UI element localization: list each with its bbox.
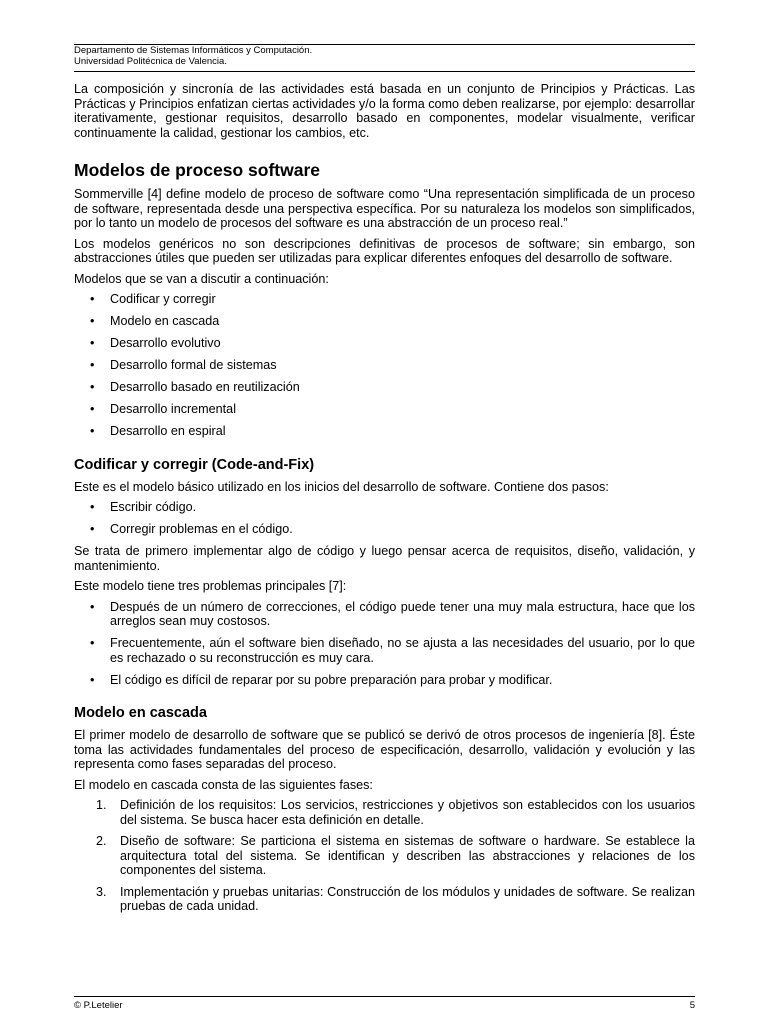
- header-bottom-rule: [74, 71, 695, 72]
- heading-process-models: Modelos de proceso software: [74, 160, 321, 180]
- bullet-icon: •: [90, 358, 95, 372]
- bullet-icon: •: [90, 672, 95, 687]
- intro-paragraph: La composición y sincronía de las actividades está basada en un conjunto de Principios y Prácticas. Las Prácticas y Principios enfatizan ciertas actividades y/o la forma como deben realizarse, por ejemplo: desarrollar iterativamente, gestionar requisitos, desarrollo basado en componentes, modelar visualmente, verificar continuamente la calidad, gestionar los cambios, etc.: [74, 82, 695, 140]
- list-item-text: Desarrollo basado en reutilización: [110, 380, 300, 394]
- list-item: [74, 885, 695, 914]
- list-item: [74, 673, 695, 688]
- paragraph: Sommerville [4] define modelo de proceso de software como “Una representación simplificada de un proceso de software, representada desde una perspectiva específica. Por su naturaleza los modelos son simplificados, por lo tanto un modelo de procesos del software es una abstracción de un proceso real.”: [74, 187, 695, 230]
- list-item: [74, 314, 695, 329]
- bullet-icon: •: [90, 292, 95, 306]
- paragraph: Se trata de primero implementar algo de código y luego pensar acerca de requisitos, diseño, validación, y mantenimiento.: [74, 544, 695, 573]
- paragraph: El modelo en cascada consta de las siguientes fases:: [74, 777, 373, 792]
- list-item-text: Desarrollo en espiral: [110, 424, 226, 438]
- list-number: 3.: [96, 884, 107, 899]
- bullet-icon: •: [90, 402, 95, 416]
- list-item-text: Modelo en cascada: [110, 314, 220, 328]
- problems-list: [74, 600, 695, 688]
- paragraph: Este es el modelo básico utilizado en los inicios del desarrollo de software. Contiene dos pasos:: [74, 479, 609, 494]
- heading-waterfall-model: Modelo en cascada: [74, 705, 207, 721]
- bullet-icon: •: [90, 636, 95, 650]
- list-item: [74, 424, 695, 439]
- page-header: [74, 45, 312, 67]
- list-item: [74, 336, 695, 351]
- list-number: 1.: [96, 798, 107, 812]
- header-department: Departamento de Sistemas Informáticos y Computación.: [74, 45, 313, 56]
- list-item: [74, 522, 695, 537]
- list-item-text: Definición de los requisitos: Los servicios, restricciones y objetivos son establecidos con los usuarios del sistema. Se busca hacer esta definición en detalle.: [120, 798, 695, 827]
- list-item: [74, 500, 695, 515]
- page-number: 5: [689, 1000, 695, 1011]
- header-university: Universidad Politécnica de Valencia.: [74, 56, 227, 67]
- bullet-icon: •: [90, 424, 95, 438]
- list-item-text: Desarrollo formal de sistemas: [110, 358, 277, 372]
- bullet-icon: •: [90, 599, 95, 614]
- list-number: 2.: [96, 834, 107, 848]
- bullet-icon: •: [90, 314, 95, 328]
- list-item-text: Codificar y corregir: [110, 292, 216, 306]
- steps-list: [74, 500, 695, 537]
- paragraph: Modelos que se van a discutir a continuación:: [74, 271, 329, 286]
- footer-rule: [74, 996, 695, 997]
- bullet-icon: •: [90, 500, 95, 514]
- list-item-text: Escribir código.: [110, 500, 197, 514]
- models-list: [74, 292, 695, 439]
- page-body: [74, 82, 695, 921]
- bullet-icon: •: [90, 380, 95, 394]
- footer-author: © P.Letelier: [74, 1000, 123, 1011]
- bullet-icon: •: [90, 336, 95, 350]
- list-item: [74, 834, 695, 878]
- phases-list: [74, 798, 695, 914]
- list-item-text: El código es difícil de reparar por su pobre preparación para probar y modificar.: [110, 672, 553, 687]
- list-item: [74, 636, 695, 665]
- list-item: [74, 358, 695, 373]
- list-item-text: Diseño de software: Se particiona el sistema en sistemas de software o hardware. Se establece la arquitectura total del sistema. Se identifican y describen las abstracciones y relaciones de los componentes del sistema.: [120, 834, 695, 877]
- bullet-icon: •: [90, 522, 95, 536]
- list-item-text: Corregir problemas en el código.: [110, 522, 293, 536]
- list-item-text: Desarrollo evolutivo: [110, 336, 221, 350]
- paragraph: El primer modelo de desarrollo de software que se publicó se derivó de otros procesos de ingeniería [8]. Éste toma las actividades fundamentales del proceso de especificación, desarrollo, validación y evolución y las representa como fases separadas del proceso.: [74, 728, 695, 771]
- list-item: [74, 402, 695, 417]
- paragraph: Este modelo tiene tres problemas principales [7]:: [74, 579, 347, 593]
- list-item: [74, 380, 695, 395]
- list-item-text: Desarrollo incremental: [110, 402, 236, 416]
- heading-code-and-fix: Codificar y corregir (Code-and-Fix): [74, 456, 315, 473]
- list-item: [74, 600, 695, 629]
- paragraph: Los modelos genéricos no son descripciones definitivas de procesos de software; sin embargo, son abstracciones útiles que pueden ser utilizadas para explicar diferentes enfoques del desarrollo de software.: [74, 236, 695, 265]
- list-item-text: Después de un número de correcciones, el código puede tener una muy mala estructura, hace que los arreglos sean muy costosos.: [110, 599, 695, 628]
- list-item: [74, 292, 695, 307]
- list-item-text: Implementación y pruebas unitarias: Construcción de los módulos y unidades de software. Se realizan pruebas de cada unidad.: [120, 884, 695, 913]
- list-item-text: Frecuentemente, aún el software bien diseñado, no se ajusta a las necesidades del usuario, por lo que es rechazado o su reconstrucción es muy cara.: [110, 636, 695, 665]
- list-item: [74, 798, 695, 827]
